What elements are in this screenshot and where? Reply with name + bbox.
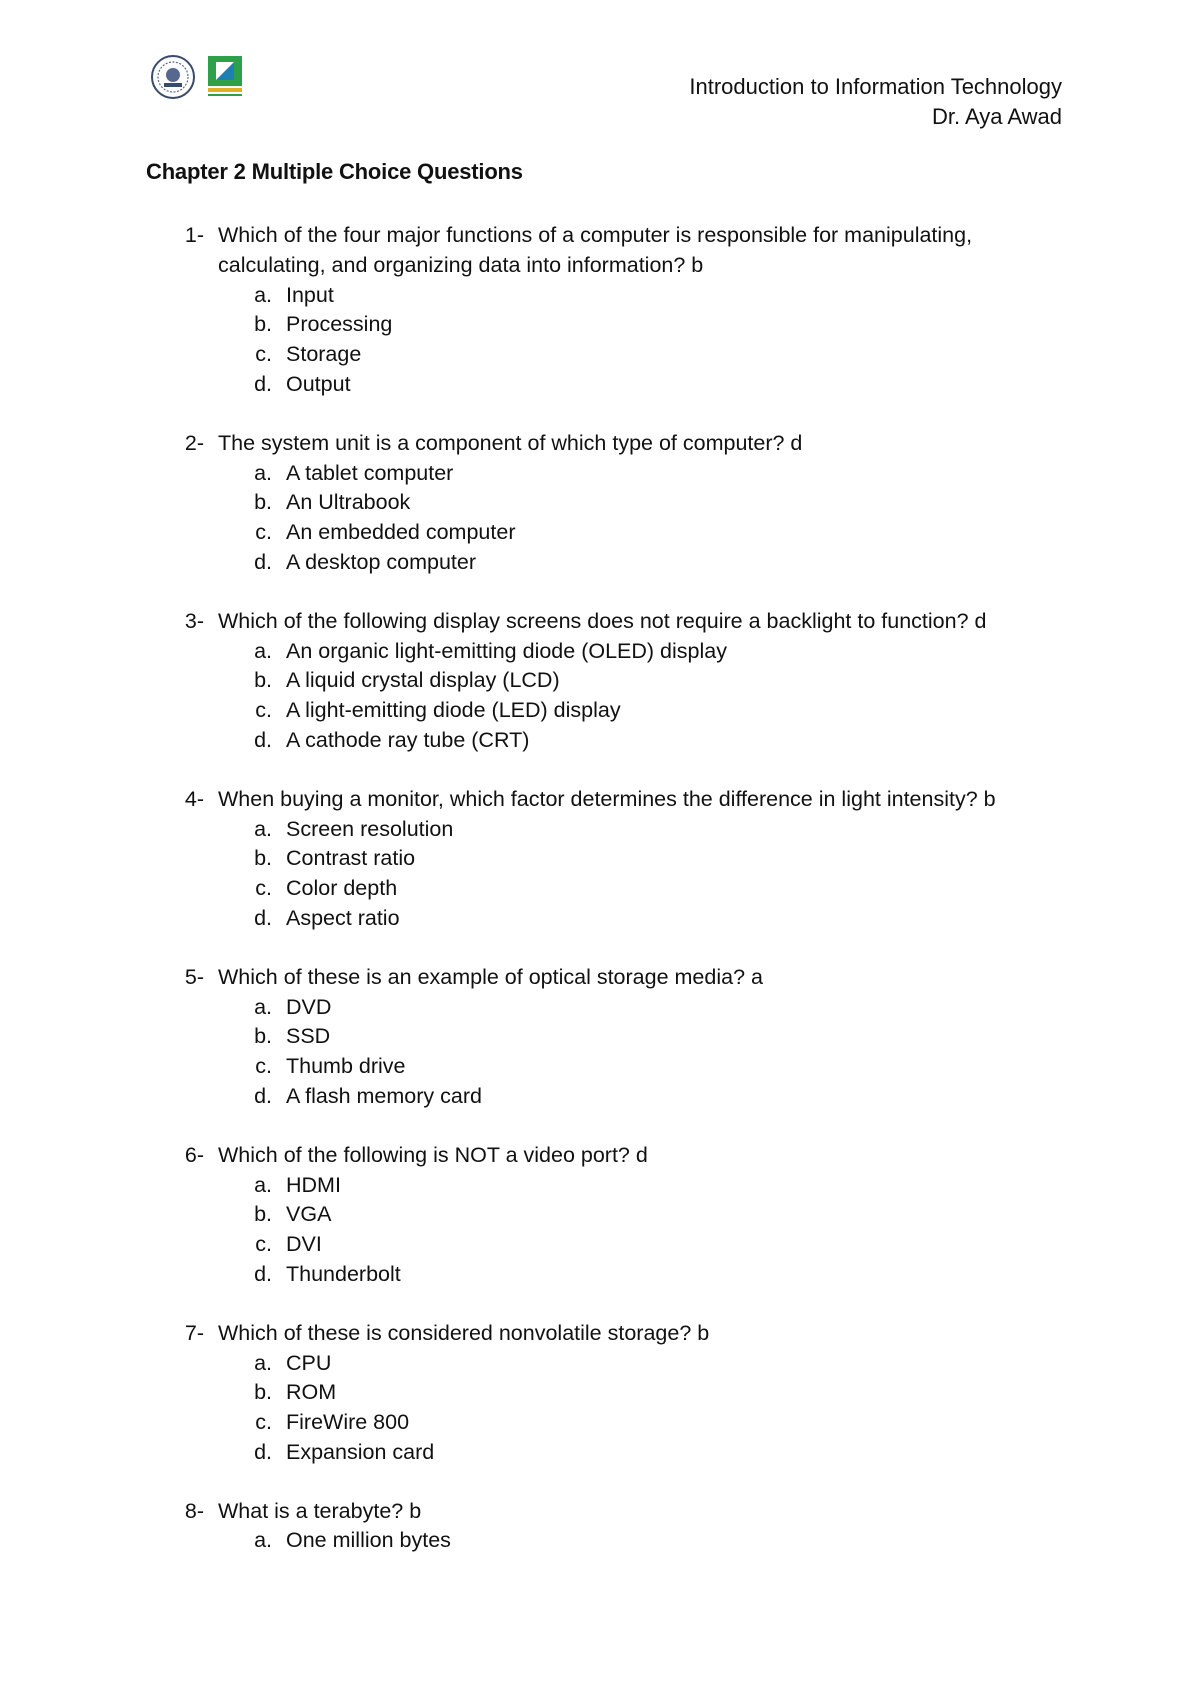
option-letter: b. [254, 1024, 272, 1049]
question-stem [146, 221, 1066, 281]
option-text: Color depth [286, 876, 398, 901]
question-number: 5- [184, 964, 204, 989]
question-number: 1- [184, 223, 204, 247]
option-letter: d. [254, 549, 272, 574]
instructor-name: Dr. Aya Awad [931, 104, 1062, 129]
option-item [146, 1349, 1066, 1379]
option-item [146, 844, 1066, 874]
option-text: An embedded computer [286, 520, 516, 545]
option-list [146, 281, 1066, 400]
option-item [146, 310, 1066, 340]
option-letter: c. [255, 1232, 272, 1257]
option-letter: a. [254, 460, 272, 485]
option-item [146, 666, 1066, 696]
option-item [146, 1082, 1066, 1112]
option-letter: a. [254, 1172, 272, 1197]
option-letter: b. [254, 312, 272, 337]
option-text: Aspect ratio [286, 905, 400, 930]
question-number: 6- [184, 1142, 204, 1167]
option-text: A liquid crystal display (LCD) [286, 668, 560, 693]
option-item [146, 1022, 1066, 1052]
option-item [146, 1526, 1066, 1556]
option-letter: a. [254, 1528, 272, 1553]
option-item [146, 815, 1066, 845]
option-text: HDMI [286, 1172, 341, 1197]
question-item [146, 221, 1066, 400]
question-item [146, 963, 1066, 1112]
question-item [146, 1319, 1066, 1468]
question-item [146, 785, 1066, 934]
option-text: DVI [286, 1232, 322, 1257]
option-text: A desktop computer [286, 549, 477, 574]
header-info [689, 72, 1062, 132]
question-stem [146, 1141, 1066, 1171]
header-logos [150, 52, 250, 102]
option-text: CPU [286, 1350, 332, 1375]
question-text: Which of these is considered nonvolatile storage? b [218, 1320, 710, 1345]
option-item [146, 1260, 1066, 1290]
option-text: A flash memory card [286, 1083, 482, 1108]
question-item [146, 429, 1066, 578]
option-item [146, 1200, 1066, 1230]
option-item [146, 637, 1066, 667]
option-letter: a. [254, 816, 272, 841]
option-item [146, 370, 1066, 400]
option-item [146, 340, 1066, 370]
option-text: VGA [286, 1202, 332, 1227]
question-stem [146, 429, 1066, 459]
option-item [146, 993, 1066, 1023]
option-text: Expansion card [286, 1439, 435, 1464]
option-letter: d. [254, 905, 272, 930]
option-list [146, 1526, 1066, 1556]
option-letter: d. [254, 1261, 272, 1286]
option-text: A light-emitting diode (LED) display [286, 698, 621, 723]
question-text: The system unit is a component of which type of computer? d [218, 430, 803, 455]
option-item [146, 488, 1066, 518]
option-list [146, 637, 1066, 756]
option-text: Thunderbolt [286, 1261, 401, 1286]
option-item [146, 281, 1066, 311]
aacsb-logo-icon [204, 54, 250, 100]
question-text: What is a terabyte? b [218, 1498, 422, 1523]
question-stem [146, 607, 1066, 637]
option-text: Thumb drive [286, 1054, 406, 1079]
option-text: FireWire 800 [286, 1410, 410, 1435]
option-item [146, 548, 1066, 578]
option-letter: d. [254, 371, 272, 396]
option-letter: a. [254, 1350, 272, 1375]
option-text: Contrast ratio [286, 846, 416, 871]
option-letter: c. [255, 342, 272, 367]
question-text: Which of the four major functions of a computer is responsible for manipulating, calculating, and organizing data into information? b [218, 223, 973, 277]
option-item [146, 1438, 1066, 1468]
option-text: One million bytes [286, 1528, 451, 1553]
option-letter: a. [254, 282, 272, 307]
course-name: Introduction to Information Technology [689, 74, 1062, 99]
option-item [146, 726, 1066, 756]
option-item [146, 518, 1066, 548]
option-letter: d. [254, 727, 272, 752]
option-letter: b. [254, 668, 272, 693]
option-text: Output [286, 371, 351, 396]
question-number: 8- [184, 1498, 204, 1523]
question-stem [146, 1319, 1066, 1349]
university-seal-icon [150, 54, 196, 100]
option-text: SSD [286, 1024, 331, 1049]
option-text: DVD [286, 994, 332, 1019]
option-item [146, 459, 1066, 489]
question-item [146, 1141, 1066, 1290]
option-letter: b. [254, 1380, 272, 1405]
option-letter: c. [255, 698, 272, 723]
option-list [146, 1349, 1066, 1468]
option-text: An Ultrabook [286, 490, 411, 515]
option-item [146, 1378, 1066, 1408]
option-letter: d. [254, 1439, 272, 1464]
option-letter: b. [254, 1202, 272, 1227]
option-text: Processing [286, 312, 393, 337]
question-stem [146, 1497, 1066, 1527]
option-letter: c. [255, 520, 272, 545]
question-item [146, 1497, 1066, 1557]
option-item [146, 1230, 1066, 1260]
option-item [146, 696, 1066, 726]
option-item [146, 1408, 1066, 1438]
question-number: 2- [184, 430, 204, 455]
question-item [146, 607, 1066, 756]
question-number: 7- [184, 1320, 204, 1345]
question-stem [146, 963, 1066, 993]
page-title: Chapter 2 Multiple Choice Questions [146, 159, 523, 184]
option-letter: b. [254, 490, 272, 515]
option-item [146, 1052, 1066, 1082]
option-list [146, 993, 1066, 1112]
option-item [146, 874, 1066, 904]
option-letter: c. [255, 1410, 272, 1435]
question-text: Which of the following is NOT a video port? d [218, 1142, 648, 1167]
option-text: ROM [286, 1380, 337, 1405]
question-text: Which of these is an example of optical storage media? a [218, 964, 763, 989]
option-list [146, 1171, 1066, 1290]
option-text: A cathode ray tube (CRT) [286, 727, 530, 752]
option-letter: a. [254, 994, 272, 1019]
question-text: Which of the following display screens does not require a backlight to function? d [218, 608, 987, 633]
option-text: Input [286, 282, 334, 307]
option-letter: b. [254, 846, 272, 871]
option-list [146, 815, 1066, 934]
question-list [146, 221, 1066, 1585]
option-letter: d. [254, 1083, 272, 1108]
option-list [146, 459, 1066, 578]
question-number: 3- [184, 608, 204, 633]
option-letter: c. [255, 1054, 272, 1079]
option-text: Screen resolution [286, 816, 454, 841]
option-letter: c. [255, 876, 272, 901]
question-text: When buying a monitor, which factor determines the difference in light intensity? b [218, 786, 996, 811]
question-number: 4- [184, 786, 204, 811]
option-text: Storage [286, 342, 362, 367]
option-text: A tablet computer [286, 460, 454, 485]
option-item [146, 904, 1066, 934]
question-stem [146, 785, 1066, 815]
option-letter: a. [254, 638, 272, 663]
option-text: An organic light-emitting diode (OLED) display [286, 638, 727, 663]
option-item [146, 1171, 1066, 1201]
